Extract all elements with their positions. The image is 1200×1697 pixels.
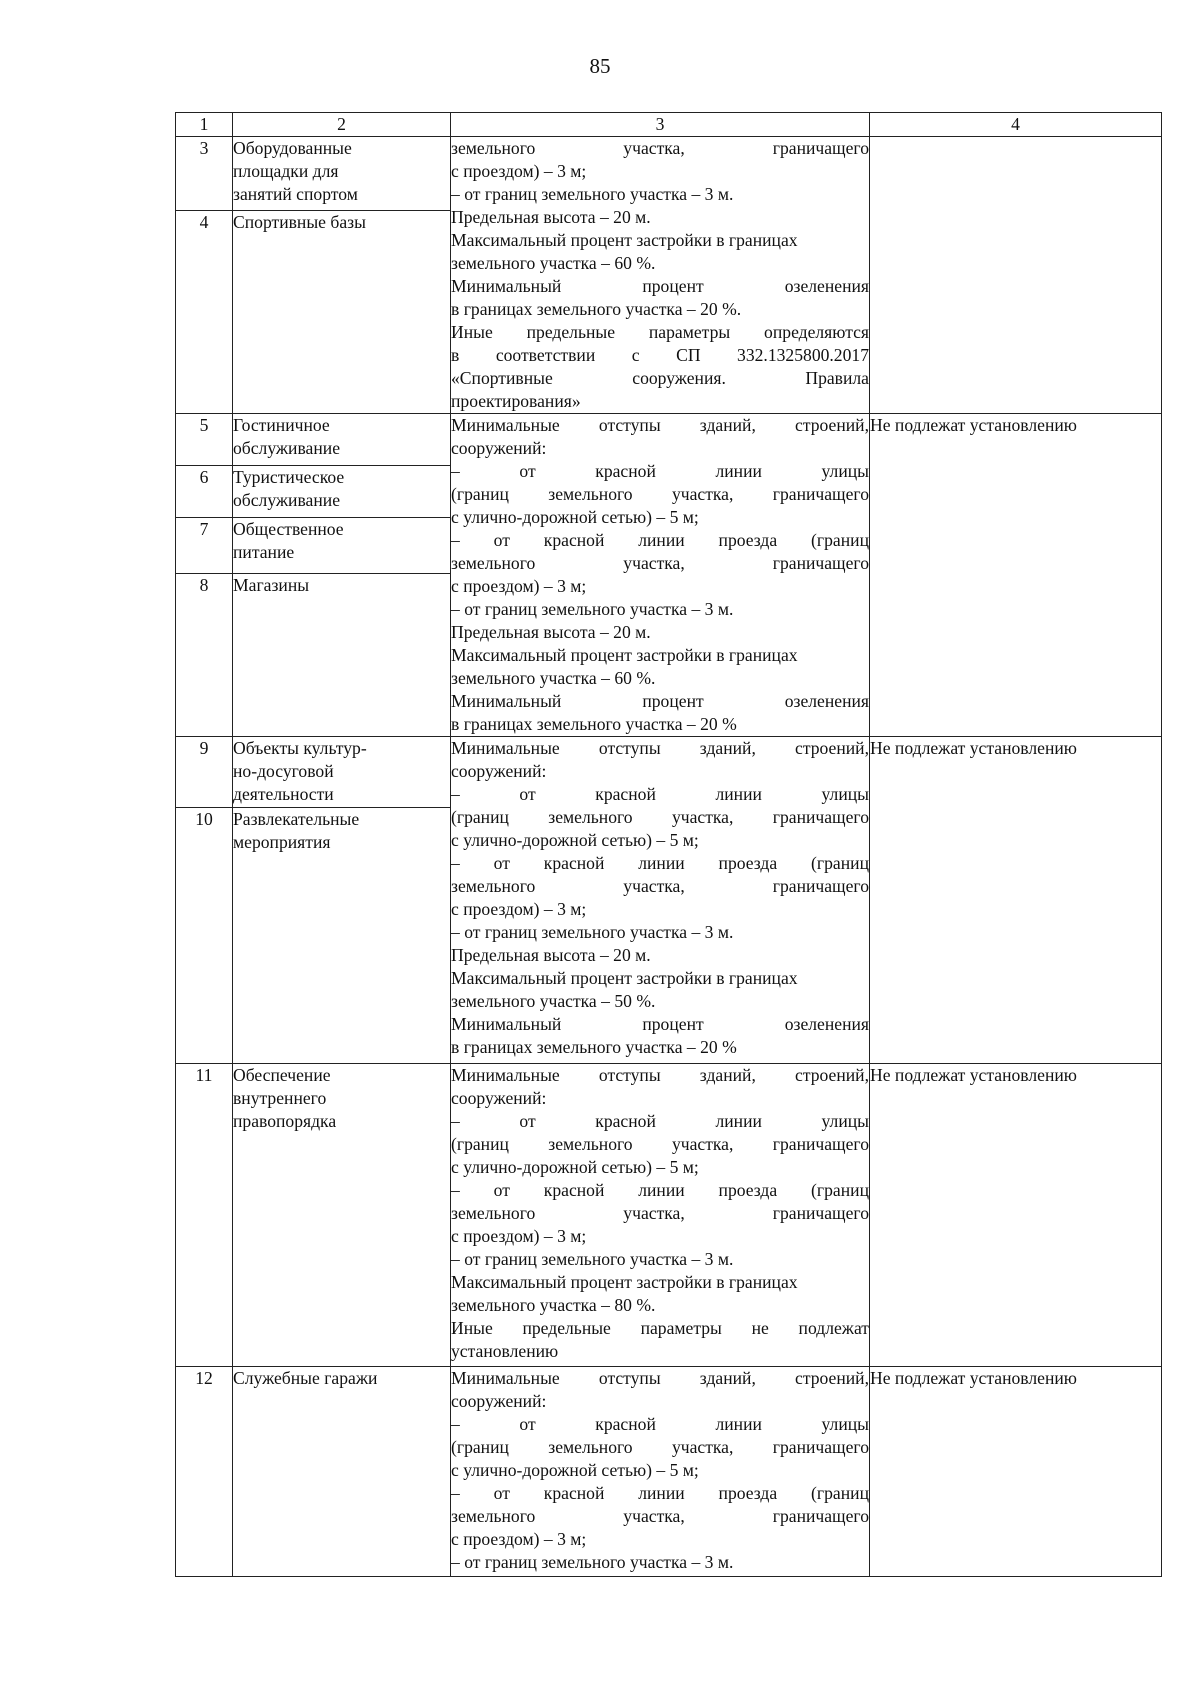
use-type-name	[233, 414, 451, 466]
row-number: 8	[176, 574, 233, 737]
text-line: сооружений:	[451, 761, 547, 781]
text-line: сооружений:	[451, 438, 547, 458]
text-line: (границ земельного участка, граничащего	[451, 484, 869, 504]
text-line: правопорядка	[233, 1111, 337, 1131]
row-number: 4	[176, 210, 233, 413]
text-line: Минимальный процент озеленения	[451, 276, 869, 296]
text-line: проектирования»	[451, 391, 581, 411]
text-line: земельного участка – 50 %.	[451, 991, 656, 1011]
use-type-name	[233, 137, 451, 211]
parameters-cell	[451, 1064, 870, 1367]
text-line: площадки для	[233, 161, 339, 181]
text-line: – от границ земельного участка – 3 м.	[451, 1249, 734, 1269]
note-cell	[870, 1367, 1162, 1577]
text-line: с проездом) – 3 м;	[451, 1529, 587, 1549]
header-cell: 4	[870, 113, 1162, 137]
text-line: (границ земельного участка, граничащего	[451, 1134, 869, 1154]
use-type-name	[233, 574, 451, 737]
use-type-name	[233, 1064, 451, 1367]
text-line: (границ земельного участка, граничащего	[451, 1437, 869, 1457]
row-number: 5	[176, 414, 233, 466]
text-line: Спортивные базы	[233, 211, 366, 232]
text-line: Минимальные отступы зданий, строений,	[451, 1065, 869, 1085]
table-row	[176, 137, 1162, 211]
text-line: Развлекательные	[233, 809, 360, 829]
note-text: Не подлежат установлению	[870, 1368, 1077, 1388]
text-line: – от красной линии проезда (границ	[451, 1180, 869, 1200]
text-line: в границах земельного участка – 20 %.	[451, 299, 742, 319]
row-number: 7	[176, 517, 233, 574]
text-line: деятельности	[233, 784, 334, 804]
note-cell	[870, 137, 1162, 414]
text-line: земельного участка – 60 %.	[451, 668, 656, 688]
text-line: Обеспечение	[233, 1065, 331, 1085]
note-text: Не подлежат установлению	[870, 738, 1077, 758]
text-line: сооружений:	[451, 1391, 547, 1411]
text-line: – от красной линии проезда (границ	[451, 1483, 869, 1503]
text-line: Максимальный процент застройки в границах	[451, 1272, 798, 1292]
text-line: – от границ земельного участка – 3 м.	[451, 1552, 734, 1572]
text-line: Иные предельные параметры определяются	[451, 322, 869, 342]
row-number: 6	[176, 465, 233, 517]
text-line: – от красной линии улицы	[451, 1414, 869, 1434]
parameters-cell	[451, 137, 870, 414]
text-line: Минимальный процент озеленения	[451, 1014, 869, 1034]
note-cell	[870, 414, 1162, 737]
text-line: земельного участка, граничащего	[451, 1506, 869, 1526]
parameters-cell	[451, 737, 870, 1064]
text-line: в границах земельного участка – 20 %	[451, 1037, 737, 1057]
land-use-parameters-table	[175, 112, 1162, 1577]
text-line: но-досуговой	[233, 761, 334, 781]
table-row	[176, 414, 1162, 466]
use-type-name	[233, 1367, 451, 1577]
use-type-name	[233, 808, 451, 1064]
text-line: Максимальный процент застройки в границах	[451, 230, 798, 250]
text-line: обслуживание	[233, 438, 340, 458]
text-line: с проездом) – 3 м;	[451, 899, 587, 919]
parameters-cell	[451, 414, 870, 737]
text-line: Туристическое	[233, 466, 345, 487]
row-number: 3	[176, 137, 233, 211]
use-type-name	[233, 737, 451, 808]
text-line: – от красной линии проезда (границ	[451, 530, 869, 550]
table-row	[176, 737, 1162, 808]
text-line: занятий спортом	[233, 184, 358, 204]
text-line: – от красной линии улицы	[451, 784, 869, 804]
text-line: – от границ земельного участка – 3 м.	[451, 184, 734, 204]
header-cell: 1	[176, 113, 233, 137]
text-line: обслуживание	[233, 489, 340, 510]
use-type-name	[233, 517, 451, 574]
text-line: Минимальные отступы зданий, строений,	[451, 738, 869, 758]
text-line: в соответствии с СП 332.1325800.2017	[451, 345, 869, 365]
text-line: с улично-дорожной сетью) – 5 м;	[451, 507, 699, 527]
text-line: Иные предельные параметры не подлежат	[451, 1318, 869, 1338]
text-line: Минимальные отступы зданий, строений,	[451, 1368, 869, 1388]
header-cell: 3	[451, 113, 870, 137]
parameters-cell	[451, 1367, 870, 1577]
note-text: Не подлежат установлению	[870, 1065, 1077, 1085]
row-number: 11	[176, 1064, 233, 1367]
text-line: (границ земельного участка, граничащего	[451, 807, 869, 827]
text-line: Минимальный процент озеленения	[451, 691, 869, 711]
text-line: земельного участка, граничащего	[451, 876, 869, 896]
text-line: с улично-дорожной сетью) – 5 м;	[451, 830, 699, 850]
page-number: 85	[589, 54, 611, 78]
table-row	[176, 1064, 1162, 1367]
text-line: с проездом) – 3 м;	[451, 576, 587, 596]
text-line: – от красной линии улицы	[451, 1111, 869, 1131]
header-cell: 2	[233, 113, 451, 137]
text-line: установлению	[451, 1341, 559, 1361]
text-line: с улично-дорожной сетью) – 5 м;	[451, 1157, 699, 1177]
text-line: с улично-дорожной сетью) – 5 м;	[451, 1460, 699, 1480]
text-line: Общественное	[233, 518, 344, 539]
text-line: Предельная высота – 20 м.	[451, 207, 651, 227]
text-line: внутреннего	[233, 1088, 327, 1108]
table-header-row	[176, 113, 1162, 137]
text-line: Максимальный процент застройки в границах	[451, 968, 798, 988]
text-line: мероприятия	[233, 832, 331, 852]
text-line: – от красной линии проезда (границ	[451, 853, 869, 873]
text-line: Магазины	[233, 575, 310, 596]
row-number: 10	[176, 808, 233, 1064]
text-line: Служебные гаражи	[233, 1368, 378, 1388]
text-line: земельного участка, граничащего	[451, 1203, 869, 1223]
text-line: Объекты культур-	[233, 738, 367, 758]
row-number: 12	[176, 1367, 233, 1577]
text-line: Гостиничное	[233, 415, 330, 435]
table-row	[176, 1367, 1162, 1577]
text-line: с проездом) – 3 м;	[451, 1226, 587, 1246]
text-line: Оборудованные	[233, 138, 352, 158]
use-type-name	[233, 210, 451, 413]
text-line: – от границ земельного участка – 3 м.	[451, 599, 734, 619]
text-line: «Спортивные сооружения. Правила	[451, 368, 869, 388]
note-cell	[870, 737, 1162, 1064]
text-line: земельного участка – 80 %.	[451, 1295, 656, 1315]
text-line: сооружений:	[451, 1088, 547, 1108]
use-type-name	[233, 465, 451, 517]
text-line: Предельная высота – 20 м.	[451, 622, 651, 642]
text-line: Максимальный процент застройки в границах	[451, 645, 798, 665]
text-line: с проездом) – 3 м;	[451, 161, 587, 181]
note-cell	[870, 1064, 1162, 1367]
text-line: земельного участка, граничащего	[451, 553, 869, 573]
text-line: – от красной линии улицы	[451, 461, 869, 481]
text-line: питание	[233, 541, 295, 562]
text-line: земельного участка – 60 %.	[451, 253, 656, 273]
text-line: земельного участка, граничащего	[451, 138, 869, 158]
text-line: Предельная высота – 20 м.	[451, 945, 651, 965]
note-text: Не подлежат установлению	[870, 415, 1077, 435]
row-number: 9	[176, 737, 233, 808]
text-line: Минимальные отступы зданий, строений,	[451, 415, 869, 435]
text-line: – от границ земельного участка – 3 м.	[451, 922, 734, 942]
text-line: в границах земельного участка – 20 %	[451, 714, 737, 734]
